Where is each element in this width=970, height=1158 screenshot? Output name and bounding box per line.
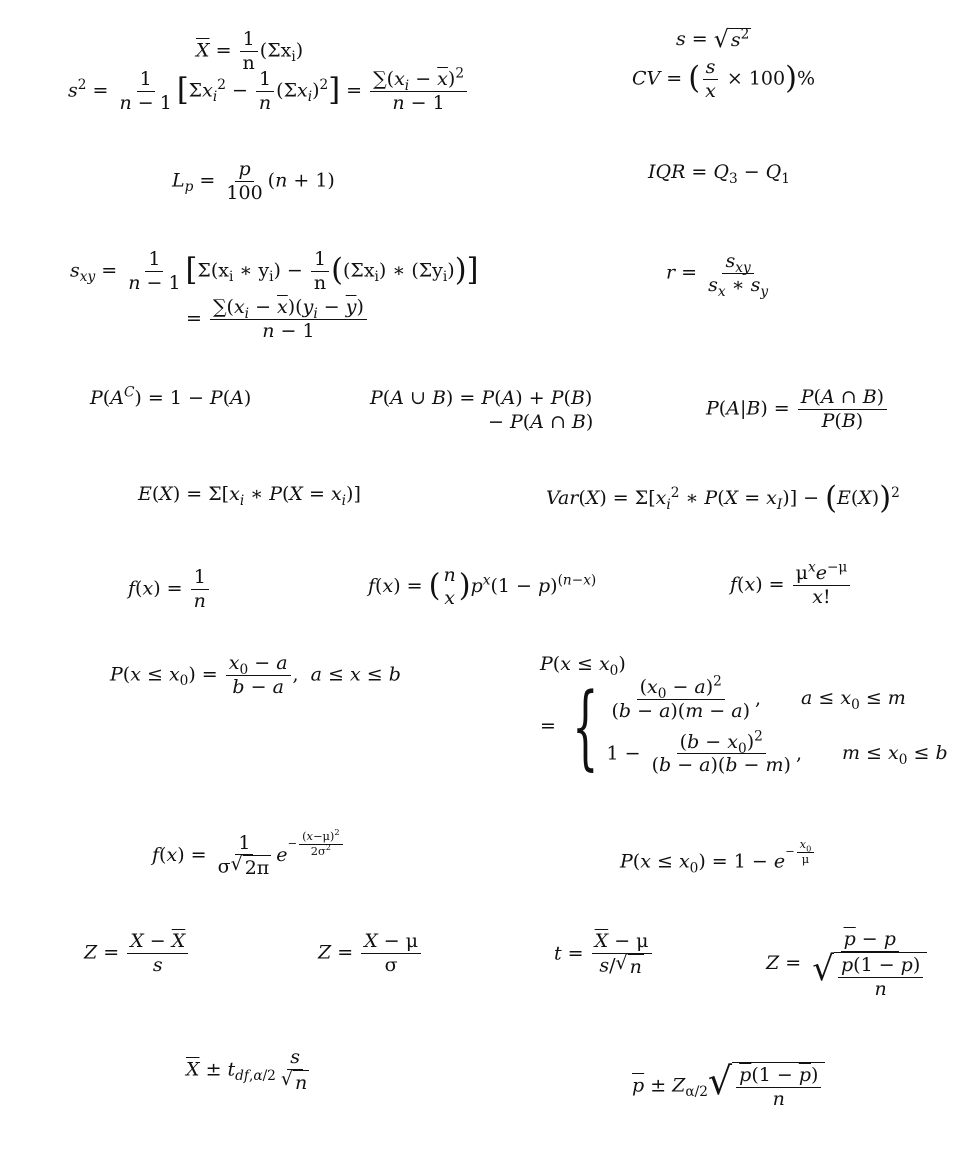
expected-value-formula: $E(X) = \Sigma[x_i$ ∗ $P(X = x_i)$] xyxy=(138,483,361,509)
sample-covariance-alt-formula: = $\frac{\sum(x_i - \overline{x})(y_i - \overline{y})}{n - 1}$ xyxy=(186,296,369,343)
normal-pdf-formula: f(x) = 1 σ √ 2π $e^{- \frac{(x-\mu)^2}{2\sigma^2}}$ xyxy=(152,830,345,880)
standard-deviation-formula: s = √ $s^2$ xyxy=(676,25,750,53)
ci-mean-formula: $\overline{X} \pm t_{df,\alpha/2}$ s √ n xyxy=(186,1046,308,1094)
t-statistic-formula: t = $\overline{X} - \mu$ s/ √ n xyxy=(554,930,654,979)
exponential-cdf-formula: $P(x \le x_0) = 1 - e^{- \frac{x_0}{\mu}}$ xyxy=(620,838,816,874)
poisson-pmf-formula: f(x) = $\frac{\mu^xe^{-\mu}}{x!}$ xyxy=(730,562,852,609)
sample-covariance-formula: $s_{xy}$ = $\frac{1}{n - 1}$ [$\Sigma(x_i$ ∗ $y_i$) − $\frac{1}{n}$ ($(\Sigma x_i)$ ∗ $(\Sigma y_i)$)] xyxy=(70,248,479,294)
iqr-formula: IQR = $Q_3 - Q_1$ xyxy=(648,161,790,187)
sample-mean-formula: $\overline{X}$ = $\frac{1}{n}$ $(\Sigma x_i)$ xyxy=(196,28,304,74)
variance-discrete-formula: $Var(X) = \Sigma[x_i^2$ ∗ $P(X = x_I)] - (E(X))^2$ xyxy=(546,481,900,516)
z-sample-formula: Z = $\frac{X - \overline{X}}{s}$ xyxy=(84,930,190,977)
z-proportion-formula: Z = $\overline{p} - p$ √ $\frac{p(1 - p)}{n}$ xyxy=(766,928,932,1000)
sample-variance-formula: $s^2$ = $\frac{1}{n - 1}$ [$\Sigma x_i^2$ − $\frac{1}{n}$ $(\Sigma x_i)^2$] = $\frac{\sum(x_i - \overline{x})^2}{n - 1}$ xyxy=(68,68,469,115)
complement-rule-formula: $P(A^C) = 1 - P(A)$ xyxy=(90,384,252,409)
ci-proportion-formula: $\overline{p} \pm Z_{\alpha/2}$ √ $\frac{p(1 - \overline{p})}{n}$ xyxy=(632,1062,825,1111)
percentile-location-formula: $L_p$ = $\frac{p}{100}$ (n + 1) xyxy=(172,158,335,204)
addition-rule-formula: P(A ∪ B) = P(A) + P(B) xyxy=(370,387,593,409)
uniform-pmf-formula: f(x) = $\frac{1}{n}$ xyxy=(128,566,211,613)
triangular-cdf-cases: = { $\frac{(x_0 - a)^2}{(b - a)(m - a)}$ , $a \le x_0 \le m$ 1 − $\frac{(b - x_0)^2}{(b - a)(b - m)}$ , $m \le x_0 \le b$ xyxy=(540,672,948,780)
addition-rule-formula-cont: − P(A ∩ B) xyxy=(488,411,594,433)
triangular-cdf-formula: $P(x \le x_0)$ xyxy=(540,653,626,679)
coefficient-of-variation-formula: CV = ( $\frac{s}{x}$ × 100)% xyxy=(632,56,816,102)
conditional-probability-formula: P(A|B) = $\frac{P(A \cap B)}{P(B)}$ xyxy=(706,386,889,433)
correlation-formula: r = $\frac{s_{xy}}{s_x ∗ s_y}$ xyxy=(666,250,769,300)
binomial-pmf-formula: f(x) = ( n x )$p^x(1 - p)^{(n-x)}$ xyxy=(368,564,597,609)
z-population-formula: Z = $\frac{X - \mu}{\sigma}$ xyxy=(318,930,423,977)
uniform-cdf-formula: $P(x \le x_0)$ = $\frac{x_0 - a}{b - a}$ , a ≤ x ≤ b xyxy=(110,652,401,698)
